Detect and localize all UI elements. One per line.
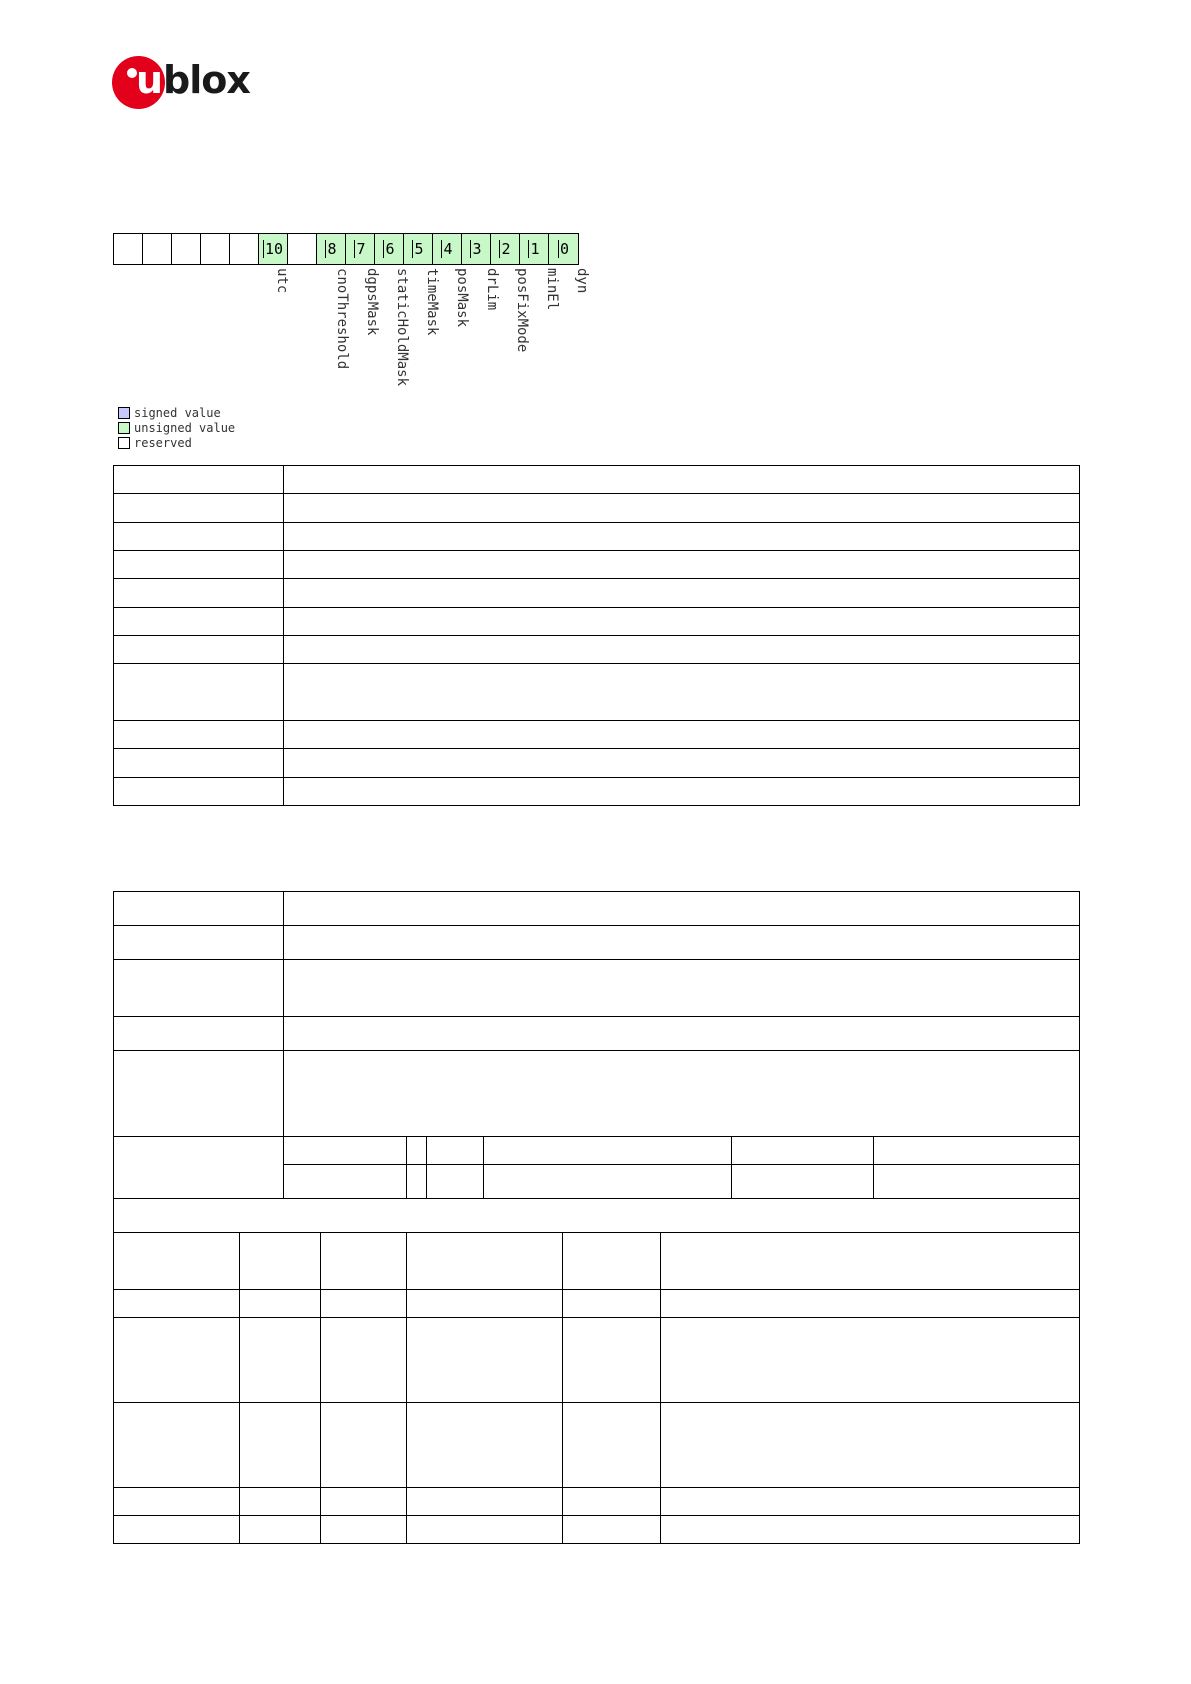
- bit-4: 4: [433, 234, 462, 264]
- bit-0: 0: [549, 234, 578, 264]
- table-row: [114, 1318, 1080, 1403]
- table-row: [114, 1488, 1080, 1516]
- ublox-logo: [112, 56, 262, 112]
- bitfield-diagram: [113, 233, 579, 265]
- table-row: [114, 1233, 1080, 1290]
- table-row: [114, 608, 1080, 636]
- bit-12: [201, 234, 230, 264]
- bit-labels: [113, 268, 713, 408]
- legend: [118, 405, 235, 450]
- table-row: [114, 1017, 1080, 1051]
- table-row: [114, 664, 1080, 721]
- bit-1: 1: [520, 234, 549, 264]
- legend-swatch-reserved: [118, 437, 130, 449]
- table-row: [114, 636, 1080, 664]
- table-row: [114, 960, 1080, 1017]
- legend-swatch-signed: [118, 407, 130, 419]
- bit-5: 5: [404, 234, 433, 264]
- bit-label-posmask: posMask: [454, 268, 470, 328]
- table-row: [114, 466, 1080, 494]
- bit-label-staticholdmask: staticHoldMask: [394, 268, 410, 387]
- table-row: [114, 523, 1080, 551]
- bit-label-cnothreshold: cnoThreshold: [334, 268, 350, 370]
- logo-text: blox: [163, 58, 250, 102]
- table-row: [114, 1516, 1080, 1544]
- bit-8: 8: [317, 234, 346, 264]
- legend-reserved: reserved: [118, 435, 235, 450]
- table-row: [114, 1403, 1080, 1488]
- legend-signed: signed value: [118, 405, 235, 420]
- bit-label-posfixmode: posFixMode: [514, 268, 530, 353]
- bit-3: 3: [462, 234, 491, 264]
- bit-14: [143, 234, 172, 264]
- bit-label-utc: utc: [274, 268, 290, 294]
- logo-circle: [112, 56, 165, 109]
- bit-13: [172, 234, 201, 264]
- table-row: [114, 494, 1080, 523]
- bit-label-timemask: timeMask: [424, 268, 440, 336]
- bit-2: 2: [491, 234, 520, 264]
- bit-9: [288, 234, 317, 264]
- bit-11: [230, 234, 259, 264]
- table-row: [114, 892, 1080, 926]
- table-row: [114, 749, 1080, 778]
- legend-unsigned: unsigned value: [118, 420, 235, 435]
- bit-label-minel: minEl: [544, 268, 560, 311]
- message-definition-table: [113, 891, 1080, 1544]
- table-row: [114, 579, 1080, 608]
- bit-6: 6: [375, 234, 404, 264]
- bit-15: [114, 234, 143, 264]
- table-row: [114, 1137, 1080, 1165]
- table-row: [114, 1051, 1080, 1137]
- table-row: [114, 721, 1080, 749]
- logo-letter-u: u: [136, 58, 164, 102]
- bitfield-description-table: [113, 465, 1080, 806]
- bit-label-dyn: dyn: [574, 268, 590, 294]
- table-row: [114, 1199, 1080, 1233]
- bit-7: 7: [346, 234, 375, 264]
- legend-swatch-unsigned: [118, 422, 130, 434]
- table-row: [114, 1290, 1080, 1318]
- bit-label-dgpsmask: dgpsMask: [364, 268, 380, 336]
- bit-10: 10: [259, 234, 288, 264]
- table-row: [114, 926, 1080, 960]
- table-row: [114, 551, 1080, 579]
- table-row: [114, 778, 1080, 806]
- bit-label-drlim: drLim: [484, 268, 500, 311]
